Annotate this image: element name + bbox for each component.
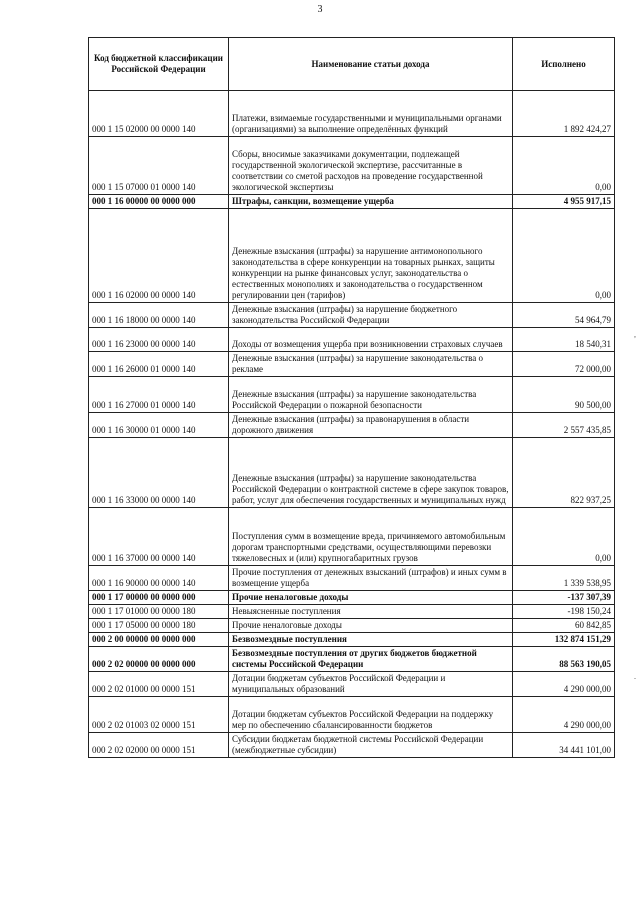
row-name: Безвозмездные поступления от других бюджетов бюджетной системы Российской Федерации [229, 647, 513, 672]
header-sum: Исполнено [513, 38, 615, 91]
table-row [89, 438, 615, 508]
table-row [89, 591, 615, 605]
row-name: Поступления сумм в возмещение вреда, причиняемого автомобильным дорогам транспортными средствами, осуществляющими перевозки тяжеловесных и (или) крупногабаритных грузов [229, 508, 513, 566]
row-sum: 54 964,79 [513, 303, 615, 328]
row-name: Денежные взыскания (штрафы) за правонарушения в области дорожного движения [229, 413, 513, 438]
row-name: Безвозмездные поступления [229, 633, 513, 647]
row-name: Денежные взыскания (штрафы) за нарушение антимонопольного законодательства в сфере конкуренции на товарных рынках, защиты конкуренции на рынке финансовых услуг, законодательства о естественных монополиях и законодательства о государственном регулировании цен (тарифов) [229, 209, 513, 303]
table-row [89, 619, 615, 633]
row-code: 000 1 17 00000 00 0000 000 [89, 591, 229, 605]
row-sum: 822 937,25 [513, 438, 615, 508]
table-row [89, 303, 615, 328]
row-code: 000 1 16 37000 00 0000 140 [89, 508, 229, 566]
row-code: 000 2 00 00000 00 0000 000 [89, 633, 229, 647]
row-code: 000 1 16 02000 00 0000 140 [89, 209, 229, 303]
header-code: Код бюджетной классификации Российской Федерации [89, 38, 229, 91]
table-row [89, 352, 615, 377]
table-row [89, 413, 615, 438]
table-row [89, 195, 615, 209]
table-row [89, 605, 615, 619]
row-code: 000 1 16 30000 01 0000 140 [89, 413, 229, 438]
row-sum: 0,00 [513, 137, 615, 195]
row-name: Невыясненные поступления [229, 605, 513, 619]
table-row [89, 647, 615, 672]
row-name: Платежи, взимаемые государственными и муниципальными органами (организациями) за выполнение определённых функций [229, 91, 513, 137]
table-row [89, 633, 615, 647]
row-name: Прочие неналоговые доходы [229, 591, 513, 605]
row-name: Денежные взыскания (штрафы) за нарушение бюджетного законодательства Российской Федерации [229, 303, 513, 328]
row-name: Денежные взыскания (штрафы) за нарушение законодательства Российской Федерации о пожарной безопасности [229, 377, 513, 413]
page-number: 3 [317, 4, 323, 15]
row-code: 000 1 15 07000 01 0000 140 [89, 137, 229, 195]
row-sum: 2 557 435,85 [513, 413, 615, 438]
row-sum: -198 150,24 [513, 605, 615, 619]
row-sum: 90 500,00 [513, 377, 615, 413]
row-name: Дотации бюджетам субъектов Российской Федерации на поддержку мер по обеспечению сбалансированности бюджетов [229, 697, 513, 733]
row-code: 000 2 02 02000 00 0000 151 [89, 733, 229, 758]
row-code: 000 1 16 18000 00 0000 140 [89, 303, 229, 328]
row-code: 000 1 17 05000 00 0000 180 [89, 619, 229, 633]
row-sum: 0,00 [513, 508, 615, 566]
row-code: 000 2 02 00000 00 0000 000 [89, 647, 229, 672]
row-code: 000 1 16 90000 00 0000 140 [89, 566, 229, 591]
row-name: Прочие поступления от денежных взысканий (штрафов) и иных сумм в возмещение ущерба [229, 566, 513, 591]
row-code: 000 1 16 27000 01 0000 140 [89, 377, 229, 413]
row-sum: 4 955 917,15 [513, 195, 615, 209]
row-code: 000 1 17 01000 00 0000 180 [89, 605, 229, 619]
row-sum: 18 540,31 [513, 328, 615, 352]
table-row [89, 209, 615, 303]
revenue-table [88, 37, 615, 758]
header-name: Наименование статьи дохода [229, 38, 513, 91]
table-row [89, 733, 615, 758]
table-row [89, 137, 615, 195]
row-name: Доходы от возмещения ущерба при возникновении страховых случаев [229, 328, 513, 352]
margin-mark: , [634, 330, 636, 339]
row-sum: 132 874 151,29 [513, 633, 615, 647]
row-code: 000 1 16 26000 01 0000 140 [89, 352, 229, 377]
row-name: Прочие неналоговые доходы [229, 619, 513, 633]
row-code: 000 1 16 00000 00 0000 000 [89, 195, 229, 209]
table-row [89, 697, 615, 733]
row-code: 000 2 02 01003 02 0000 151 [89, 697, 229, 733]
row-code: 000 1 16 33000 00 0000 140 [89, 438, 229, 508]
row-sum: 1 339 538,95 [513, 566, 615, 591]
row-sum: -137 307,39 [513, 591, 615, 605]
row-sum: 60 842,85 [513, 619, 615, 633]
table-row [89, 328, 615, 352]
row-name: Денежные взыскания (штрафы) за нарушение законодательства о рекламе [229, 352, 513, 377]
table-row [89, 508, 615, 566]
table-row [89, 377, 615, 413]
row-sum: 4 290 000,00 [513, 697, 615, 733]
row-code: 000 1 16 23000 00 0000 140 [89, 328, 229, 352]
table-row [89, 91, 615, 137]
row-sum: 34 441 101,00 [513, 733, 615, 758]
row-name: Дотации бюджетам субъектов Российской Федерации и муниципальных образований [229, 672, 513, 697]
table-row [89, 566, 615, 591]
row-name: Штрафы, санкции, возмещение ущерба [229, 195, 513, 209]
row-code: 000 1 15 02000 00 0000 140 [89, 91, 229, 137]
table-header-row [89, 38, 615, 91]
row-name: Сборы, вносимые заказчиками документации, подлежащей государственной экологической экспертизе, рассчитанные в соответствии со сметой расходов на проведение государственной экологической экспертизы [229, 137, 513, 195]
row-sum: 88 563 190,05 [513, 647, 615, 672]
margin-mark: . [634, 672, 636, 681]
row-code: 000 2 02 01000 00 0000 151 [89, 672, 229, 697]
table-row [89, 672, 615, 697]
row-name: Денежные взыскания (штрафы) за нарушение законодательства Российской Федерации о контрактной системе в сфере закупок товаров, работ, услуг для обеспечения государственных и муниципальных нужд [229, 438, 513, 508]
row-sum: 4 290 000,00 [513, 672, 615, 697]
row-sum: 0,00 [513, 209, 615, 303]
row-sum: 1 892 424,27 [513, 91, 615, 137]
row-sum: 72 000,00 [513, 352, 615, 377]
row-name: Субсидии бюджетам бюджетной системы Российской Федерации (межбюджетные субсидии) [229, 733, 513, 758]
